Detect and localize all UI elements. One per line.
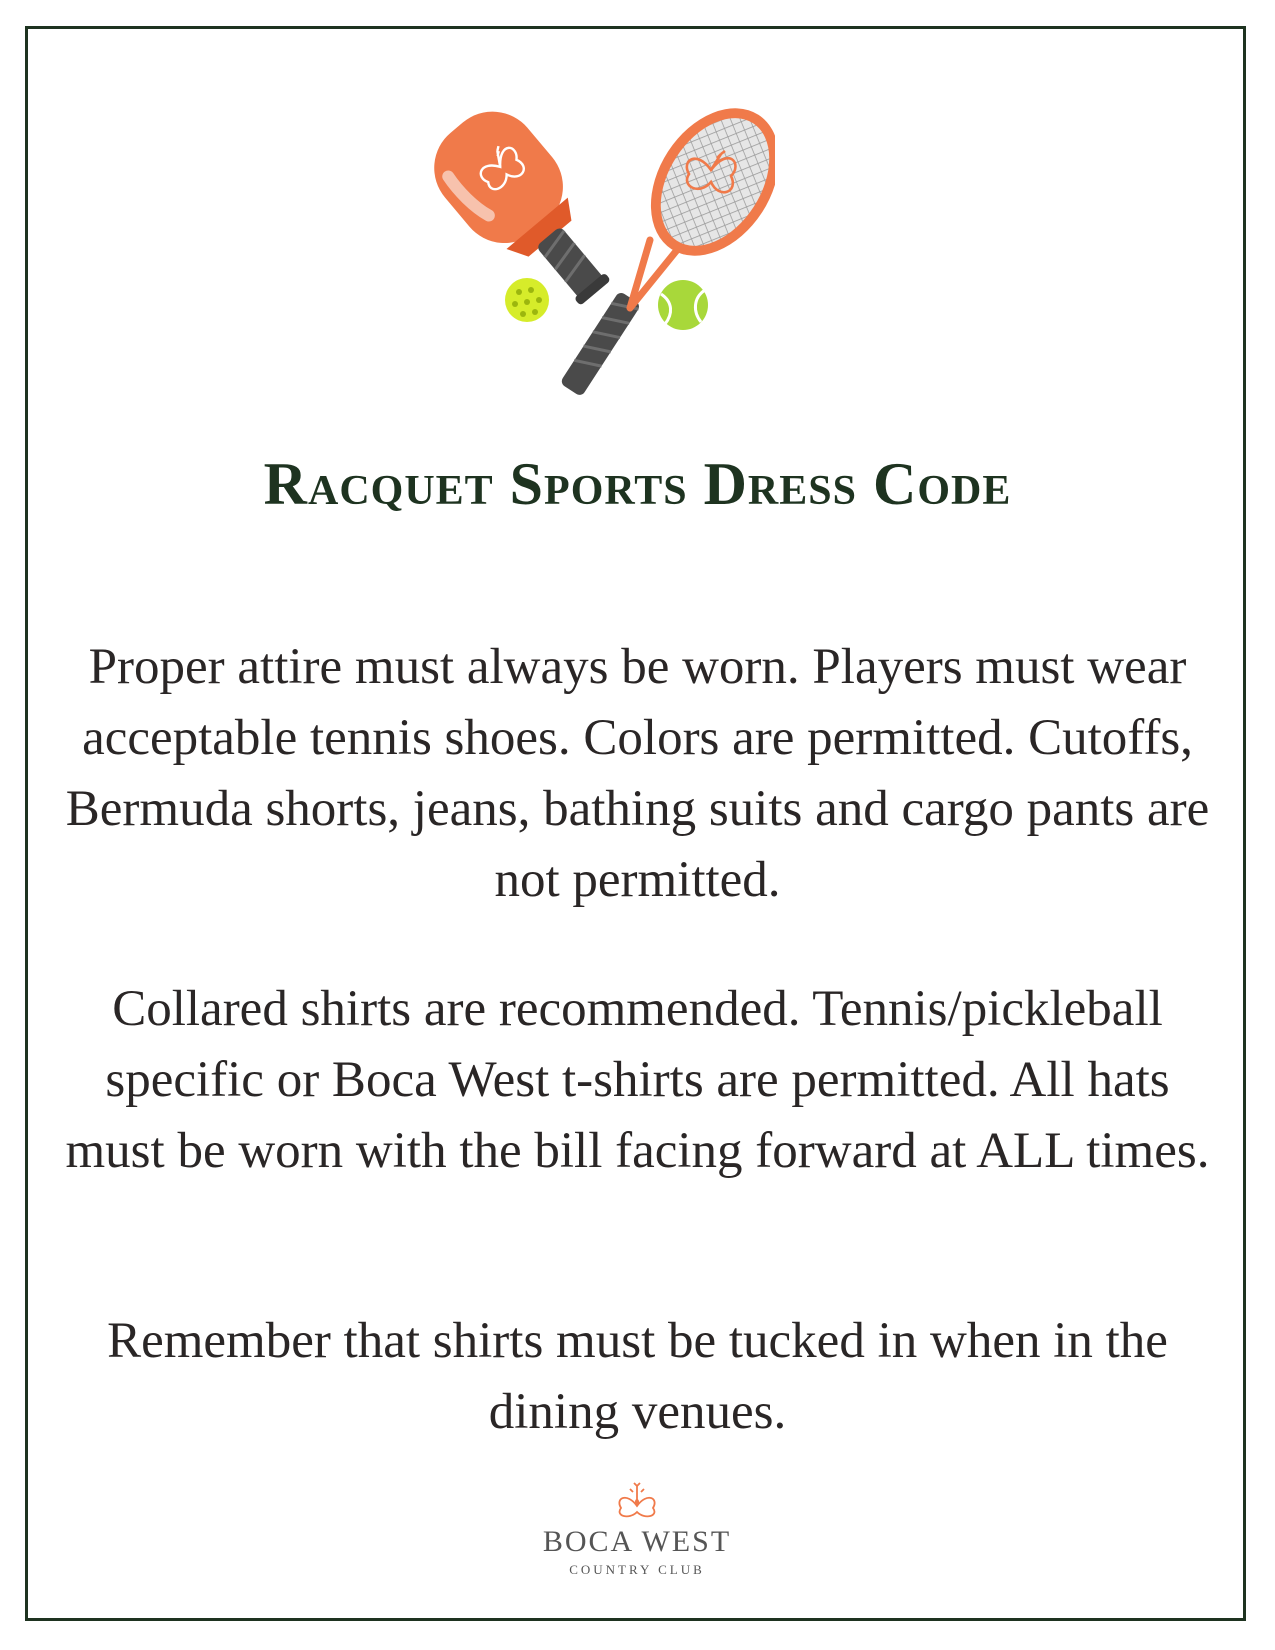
tennis-ball-icon bbox=[658, 280, 708, 330]
tennis-racquet-icon bbox=[560, 90, 775, 397]
logo-subtitle: COUNTRY CLUB bbox=[569, 1562, 705, 1577]
paragraph-attire: Proper attire must always be worn. Players must wear acceptable tennis shoes. Colors are permitted. Cutoffs, Bermuda shorts, jeans, bathing suits and cargo pants are not permitted. bbox=[65, 639, 1210, 908]
boca-west-logo bbox=[537, 1478, 737, 1588]
racquets-illustration bbox=[415, 90, 775, 405]
page-title: Racquet Sports Dress Code bbox=[263, 451, 1012, 517]
hibiscus-logo-icon bbox=[612, 1478, 662, 1518]
paragraph-shirts-hats: Collared shirts are recommended. Tennis/pickleball specific or Boca West t-shirts are permitted. All hats must be worn with the bill facing forward at ALL times. bbox=[65, 981, 1210, 1179]
paragraph-dining: Remember that shirts must be tucked in when in the dining venues. bbox=[107, 1313, 1168, 1440]
logo-name: BOCA WEST bbox=[542, 1525, 732, 1558]
pickleball-icon bbox=[505, 278, 549, 322]
